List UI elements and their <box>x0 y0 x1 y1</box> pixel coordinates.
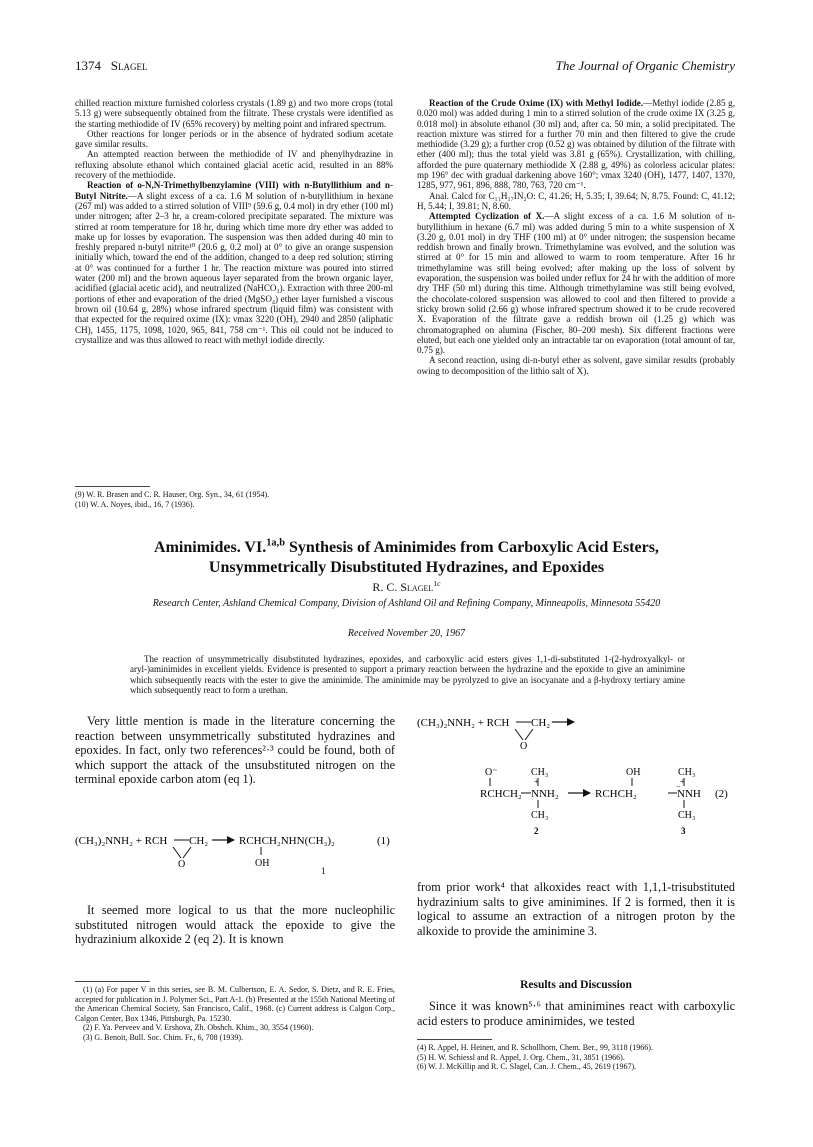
eq2-o-minus: O⁻ <box>485 767 498 778</box>
reaction-arrow-head <box>227 836 235 844</box>
plus-charge: + <box>680 777 685 786</box>
paragraph: Very little mention is made in the literature concerning the reaction between unsymmetrically substituted hydrazines and epoxides. In fact, only two references²·³ could be found, both of which support the attack of the unsubstituted nitrogen on the terminal epoxide carbon atom (eq 1). <box>75 714 395 787</box>
prev-article-left-column <box>75 98 393 345</box>
eq2-epoxide-ch2: CH₂ <box>531 717 551 729</box>
eq2-ch3: CH₃ <box>531 810 549 821</box>
plus-charge: + <box>534 777 539 786</box>
header-left <box>75 58 147 74</box>
paragraph-heading: Attempted Cyclization of X. <box>429 211 545 222</box>
paragraph-body: —A slight excess of a ca. 1.6 M solution of n-butyllithium in hexane (267 ml) was added to a stirred solution of VIII⁹ (59.6 g, 0.4 mol) in dry ether (100 ml) under nitrogen; after 2–3 hr, a cream-colored precipitate separated. The mixture was stirred at room temperature for 18 hr, during which time more dry ether was added to make up for losses by evaporation. The suspension was then added during 40 min to freshly prepared n-butyl nitrite¹⁰ (20.6 g, 0.2 mol) at 0° to give an orange suspension initially which, toward the end of the addition, changed to a deep red solution; stirring at 0° was continued for a further 1 hr. The reaction mixture was poured into stirred water (200 ml) and the brown aqueous layer separated from the brown organic layer, acidified (glacial acetic acid), and neutralized (NaHCO₃). Extraction with three 200-ml portions of ether and evaporation of the dried (MgSO₄) ether layer furnished a viscous brown oil (10.64 g, 28%) whose infrared spectrum (liquid film) was consistent with that expected for the required oxime (IX): νmax 3220 (OH), 2940 and 2850 (aliphatic CH), 1455, 1175, 1098, 1020, 965, 841, 758 cm⁻¹. This oil could not be induced to crystallize and was thus allowed to react with methyl iodide directly. <box>75 190 393 345</box>
eq2-n2: NNH <box>677 788 701 800</box>
eq2-n1: NNH₂ <box>531 788 559 800</box>
footnote-rule <box>75 486 150 487</box>
epoxide-bond <box>173 847 181 858</box>
footnote: (3) G. Benoit, Bull. Soc. Chim. Fr., 6, 708 (1939). <box>83 1032 243 1042</box>
paragraph-heading: Reaction of the Crude Oxime (IX) with Methyl Iodide. <box>429 98 644 108</box>
paragraph: Other reactions for longer periods or in the absence of hydrated sodium acetate gave similar results. <box>75 128 393 150</box>
reaction-arrow-head <box>567 718 575 726</box>
section-heading: Results and Discussion <box>520 979 632 991</box>
prev-article-right-column <box>417 98 735 376</box>
page-header <box>75 58 735 78</box>
eq2-ch3: CH₃ <box>678 810 696 821</box>
paragraph: It seemed more logical to us that the more nucleophilic substituted nitrogen would attack the epoxide to give the hydrazinium alkoxide 2 (eq 2). It is known <box>75 903 395 947</box>
title-line-2: Unsymmetrically Disubstituted Hydrazines, and Epoxides <box>208 559 605 576</box>
eq2-epoxide-o: O <box>520 741 528 752</box>
eq1-epoxide-o: O <box>178 859 186 870</box>
eq1-product: RCHCH₂NHN(CH₃)₂ <box>239 835 335 847</box>
paragraph <box>75 180 393 345</box>
paragraph-body: —A slight excess of a ca. 1.6 M solution of n-butyllithium in hexane (6.7 ml) was added during 5 min to a white suspension of X (3.20 g, 0.01 mol) in dry THF (100 ml) at 0° under nitrogen; the suspension became reddish brown and finally brown. Trimethylamine was evolved, and the solution was stirred at 0° for 15 min and allowed to warm to room temperature. After 16 hr trimethylamine was still being evolved; after making up the loss of solvent by evaporation, the suspension was boiled under reflux for 24 hr with the addition of more dry THF (50 ml) during this time. Although trimethylamine was still being evolved, the chocolate-colored suspension was allowed to cool and then filtered to provide a sticky brown solid (2.66 g) whose infrared spectrum showed it to be crude recovered X. Evaporation of the filtrate gave a reddish brown oil (1.25 g) which was chromatographed on alumina (Fischer, 80–200 mesh). Six different fractions were eluted, but each one yielded only an intractable tar on evaporation (total amount of tar, 0.75 g). <box>417 211 735 356</box>
eq2-intermediate: RCHCH₂ <box>480 788 522 800</box>
footnote: (2) F. Ya. Perveev and V. Ershova, Zh. Obshch. Khim., 30, 3554 (1960). <box>83 1023 314 1032</box>
compound-number: 3 <box>681 826 686 836</box>
abstract-text: The reaction of unsymmetrically disubstituted hydrazines, epoxides, and carboxylic acid esters gives 1,1-di-substituted 1-(2-hydroxyalkyl- or aryl-)aminimides in excellent yields. Evidence is presented to support a primary reaction between the hydrazine and the epoxide to give an aminimine which subsequently reacts with the ester to give the aminimide. The aminimide may be pyrolyzed to give an isocyanate and a β-hydroxy tertiary amine which subsequently react to form a urethan. <box>130 654 685 695</box>
eq2-oh: OH <box>626 767 641 778</box>
footnote-rule <box>75 981 150 982</box>
footnotes-left <box>75 985 395 1042</box>
title-line-1 <box>60 538 753 558</box>
paragraph: Since it was known⁵·⁶ that aminimines react with carboxylic acid esters to produce aminimides, we tested <box>417 999 735 1028</box>
equation-1 <box>75 830 395 876</box>
body-left-column-cont <box>75 903 395 947</box>
title-sup: 1a,b <box>266 537 285 549</box>
journal-name: The Journal of Organic Chemistry <box>555 58 735 73</box>
page-number: 1374 <box>75 58 101 73</box>
article-title <box>60 538 753 578</box>
abstract <box>130 654 685 695</box>
equation-number: (1) <box>377 835 390 847</box>
author-sup: 1c <box>433 579 441 588</box>
author <box>60 580 753 595</box>
footnote: (6) W. J. McKillip and R. C. Slagel, Can. J. Chem., 45, 2619 (1967). <box>417 1062 637 1071</box>
received-date: Received November 20, 1967 <box>347 628 466 639</box>
eq1-oh: OH <box>255 858 270 869</box>
footnote: (4) R. Appel, H. Heinen, and R. Schollhorn, Chem. Ber., 99, 3118 (1966). <box>417 1043 653 1052</box>
title-part: Synthesis of Aminimides from Carboxylic Acid Esters, <box>285 539 659 556</box>
eq1-reactant: (CH₃)₂NNH₂ + RCH <box>75 835 168 847</box>
compound-number: 1 <box>321 866 326 876</box>
epoxide-bond <box>515 729 523 740</box>
paragraph-heading: Reaction of o-N,N-Trimethylbenzylamine (VIII) with n-Butyllithium and n-Butyl Nitrite. <box>75 180 393 201</box>
eq2-ch3: CH₃ <box>678 767 696 778</box>
running-author: Slagel <box>110 58 148 73</box>
eq1-epoxide-ch2: CH₂ <box>189 835 209 847</box>
footnote: (5) H. W. Schiessl and R. Appel, J. Org. Chem., 31, 3851 (1966). <box>417 1052 625 1062</box>
paragraph: An attempted reaction between the methiodide of IV and phenylhydrazine in refluxing absolute ethanol which contained glacial acetic acid, resulted in an 88% recovery of the methiodide. <box>75 149 393 181</box>
paragraph: from prior work⁴ that alkoxides react with 1,1,1-trisubstituted hydrazinium salts to give aminimines. If 2 is formed, then it is logical to assume an extraction of a nitrogen proton by the alkoxide to provide the aminimine 3. <box>417 880 735 938</box>
body-right-column-cont <box>417 999 735 1028</box>
equation-number: (2) <box>715 788 728 800</box>
compound-number: 2 <box>534 826 539 836</box>
eq2-product: RCHCH₂ <box>595 788 637 800</box>
body-right-column <box>417 880 735 938</box>
prev-footnotes <box>75 490 393 509</box>
paragraph: A second reaction, using di-n-butyl ether as solvent, gave similar results (probably owing to decomposition of the lithio salt of X). <box>417 355 735 376</box>
footnote: (1) (a) For paper V in this series, see B. M. Culbertson, E. A. Sedor, S. Dietz, and R. E. Fries, accepted for publication in J. Polymer Sci., Part A-1. (b) Presented at the 155th National Meeting of the American Chemical Society, San Francisco, Calif., 1968. (c) Current address is Calgon Corp., Calgon Center, Box 1346, Pittsburgh, Pa. 15230. <box>75 985 395 1023</box>
eq2-ch3: CH₃ <box>531 767 549 778</box>
paragraph: chilled reaction mixture furnished colorless crystals (1.89 g) and two more crops (total 5.13 g) were subsequently obtained from the filtrate. These crystals were identified as the starting methiodide of IV (65% recovery) by melting point and infrared spectrum. <box>75 98 393 129</box>
paragraph <box>417 98 735 191</box>
paragraph: Anal. Calcd for C₁₁H₁₇IN₂O: C, 41.26; H, 5.35; I, 39.64; N, 8.75. Found: C, 41.12; H, 5.44; I, 39.81; N, 8.60. <box>417 190 735 211</box>
reaction-arrow-head <box>583 789 591 797</box>
footnote-rule <box>417 1039 492 1040</box>
paragraph-body: —Methyl iodide (2.85 g, 0.020 mol) was added during 1 min to a stirred solution of the crude oxime IX (3.25 g, 0.018 mol) in absolute ethanol (30 ml) and, after ca. 50 min, a solid precipitated. The reaction mixture was stirred for a further 70 min and then filtered to give the crude methiodide (3.29 g); a further crop (0.52 g) was obtained by dilution of the filtrate with ether (400 ml); thus the total yield was 3.81 g (65%). Crystallization, with chilling, afforded the pure quaternary methiodide X (2.88 g, 49%) as colorless acicular plates: mp 196° dec with gradual darkening above 160°; νmax 3240 (OH), 1477, 1407, 1370, 1285, 977, 961, 896, 888, 780, 763, 720 cm⁻¹. <box>417 98 735 191</box>
author-name: R. C. Slagel <box>372 580 434 594</box>
equation-2 <box>417 712 737 848</box>
paragraph <box>417 211 735 355</box>
footnote: (10) W. A. Noyes, ibid., 16, 7 (1936). <box>75 499 195 509</box>
epoxide-bond <box>183 847 191 858</box>
eq2-reactant: (CH₃)₂NNH₂ + RCH <box>417 717 510 729</box>
footnotes-right <box>417 1043 735 1072</box>
affiliation: Research Center, Ashland Chemical Company, Division of Ashland Oil and Refining Company, Minneapolis, Minnesota 55420 <box>152 598 661 609</box>
body-left-column <box>75 714 395 787</box>
title-part: Aminimides. VI. <box>154 539 267 556</box>
minus-charge: − <box>676 782 681 791</box>
epoxide-bond <box>525 729 533 740</box>
footnote: (9) W. R. Brasen and C. R. Hauser, Org. Syn., 34, 61 (1954). <box>75 490 270 499</box>
